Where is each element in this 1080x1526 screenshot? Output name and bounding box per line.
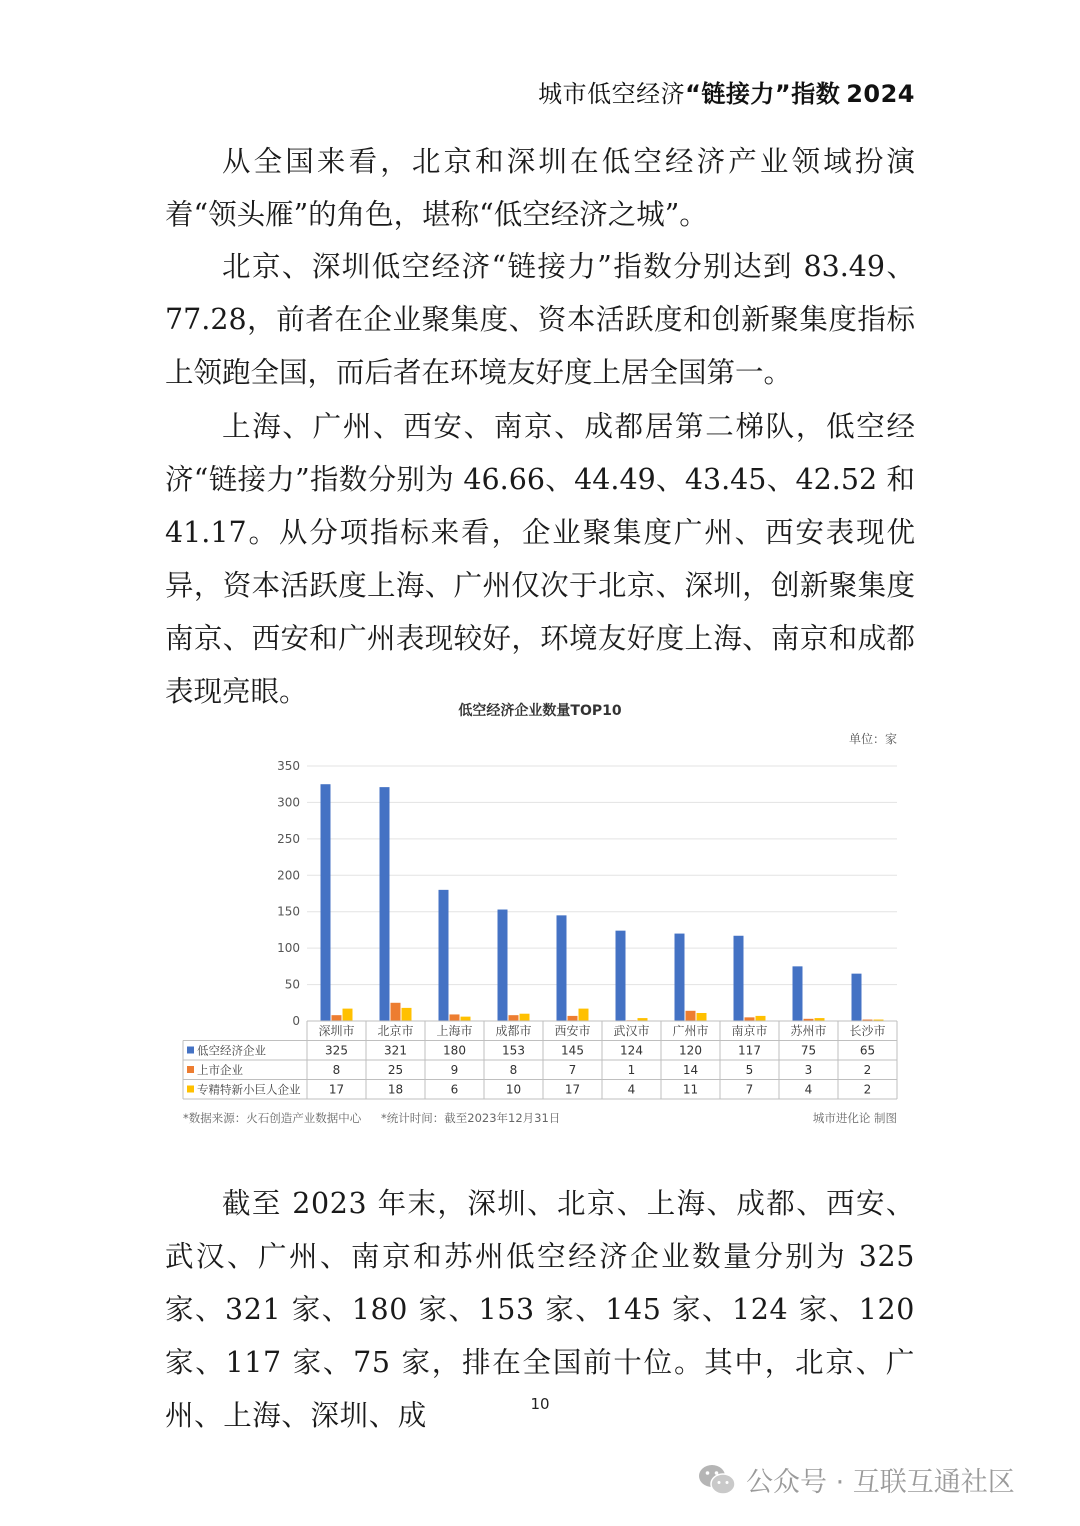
y-tick-label: 100 <box>277 941 300 956</box>
wechat-icon <box>698 1463 736 1497</box>
data-label-2-7: 7 <box>745 1082 754 1097</box>
data-label-0-0: 325 <box>325 1043 348 1058</box>
bar-0-1 <box>380 787 390 1021</box>
data-label-1-4: 7 <box>568 1063 577 1077</box>
data-label-1-5: 1 <box>627 1063 636 1077</box>
legend-swatch-2 <box>187 1086 194 1093</box>
paragraph-1-text: 从全国来看，北京和深圳在低空经济产业领域扮演着“领头雁”的角色，堪称“低空经济之城”。 <box>165 145 915 231</box>
y-tick-label: 300 <box>277 795 300 810</box>
y-tick-label: 50 <box>284 977 300 992</box>
x-tick-label: 西安市 <box>554 1024 591 1038</box>
data-label-2-4: 17 <box>564 1082 581 1097</box>
data-label-1-7: 5 <box>745 1063 754 1077</box>
x-tick-label: 苏州市 <box>790 1024 827 1038</box>
bar-0-7 <box>734 936 744 1021</box>
data-label-0-4: 145 <box>561 1043 584 1058</box>
running-header <box>538 74 915 109</box>
header-title-prefix: 城市低空经济 <box>538 80 686 108</box>
bar-2-7 <box>756 1016 766 1021</box>
data-label-2-3: 10 <box>505 1082 522 1097</box>
legend-swatch-1 <box>187 1066 194 1073</box>
x-tick-label: 广州市 <box>672 1024 709 1038</box>
data-label-1-0: 8 <box>332 1063 341 1077</box>
x-tick-label: 长沙市 <box>849 1024 886 1038</box>
bar-0-0 <box>321 784 331 1021</box>
bar-2-6 <box>697 1013 707 1021</box>
bar-1-1 <box>391 1003 401 1021</box>
chart-source-note: *数据来源：火石创造产业数据中心 <box>183 1111 362 1125</box>
chart-canvas <box>175 700 905 1110</box>
legend-label-0: 低空经济企业 <box>197 1043 266 1058</box>
bar-1-7 <box>745 1017 755 1021</box>
x-tick-label: 武汉市 <box>613 1024 650 1038</box>
paragraph-2 <box>165 240 915 399</box>
data-label-2-0: 17 <box>328 1082 345 1097</box>
paragraph-4-text: 截至 2023 年末，深圳、北京、上海、成都、西安、武汉、广州、南京和苏州低空经济企业数量分别为 325 家、321 家、180 家、153 家、145 家、124 家、120 家、117 家、75 家，排在全国前十位。其中，北京、广州、上海、深圳、成 <box>165 1187 915 1432</box>
bar-1-4 <box>568 1016 578 1021</box>
data-label-0-6: 120 <box>679 1043 702 1058</box>
data-label-0-1: 321 <box>384 1043 407 1058</box>
page-number: 10 <box>530 1395 550 1413</box>
bar-0-4 <box>557 915 567 1021</box>
data-label-2-6: 11 <box>682 1082 699 1097</box>
data-label-1-6: 14 <box>682 1063 699 1077</box>
data-label-1-3: 8 <box>509 1063 518 1077</box>
data-label-0-8: 75 <box>800 1043 817 1058</box>
data-label-2-2: 6 <box>450 1082 459 1097</box>
data-label-0-7: 117 <box>738 1043 761 1058</box>
chart-title: 低空经济企业数量TOP10 <box>458 703 622 719</box>
data-label-2-9: 2 <box>863 1082 872 1097</box>
bar-0-5 <box>616 931 626 1021</box>
y-tick-label: 200 <box>277 868 300 883</box>
bar-2-1 <box>402 1008 412 1021</box>
legend-swatch-0 <box>187 1047 194 1054</box>
data-label-2-5: 4 <box>627 1082 636 1097</box>
x-tick-label: 上海市 <box>436 1024 473 1038</box>
y-tick-label: 350 <box>277 759 300 773</box>
bar-0-2 <box>439 890 449 1021</box>
bar-0-9 <box>852 974 862 1021</box>
watermark-text: 公众号 · 互联互通社区 <box>746 1467 1015 1498</box>
bar-1-2 <box>450 1014 460 1021</box>
bar-1-6 <box>686 1011 696 1021</box>
chart-unit: 单位：家 <box>848 732 897 746</box>
paragraph-2-text: 北京、深圳低空经济“链接力”指数分别达到 83.49、77.28，前者在企业聚集度、资本活跃度和创新聚集度指标上领跑全国，而后者在环境友好度上居全国第一。 <box>165 250 915 389</box>
paragraph-1 <box>165 135 915 241</box>
legend-label-1: 上市企业 <box>197 1063 243 1077</box>
x-tick-label: 成都市 <box>495 1024 532 1038</box>
bar-2-3 <box>520 1014 530 1021</box>
data-label-1-9: 2 <box>863 1063 872 1077</box>
data-label-0-9: 65 <box>859 1043 876 1058</box>
chart-time-note: *统计时间：截至2023年12月31日 <box>381 1111 561 1125</box>
header-year: 2024 <box>846 80 915 108</box>
header-title-bold: “链接力”指数 <box>685 80 841 108</box>
legend-label-2: 专精特新小巨人企业 <box>197 1082 301 1097</box>
y-tick-label: 250 <box>277 831 300 846</box>
bar-1-0 <box>332 1015 342 1021</box>
data-label-2-8: 4 <box>804 1082 813 1097</box>
enterprise-count-chart <box>175 700 905 1140</box>
chart-maker-note: 城市进化论 制图 <box>812 1111 897 1125</box>
y-tick-label: 0 <box>292 1014 300 1028</box>
data-label-0-3: 153 <box>502 1043 525 1058</box>
bar-2-2 <box>461 1017 471 1021</box>
x-tick-label: 深圳市 <box>318 1024 355 1038</box>
watermark <box>698 1460 1015 1499</box>
data-label-0-2: 180 <box>443 1043 466 1058</box>
x-tick-label: 北京市 <box>377 1024 414 1038</box>
paragraph-3 <box>165 400 915 718</box>
data-label-1-1: 25 <box>387 1063 404 1077</box>
paragraph-3-text: 上海、广州、西安、南京、成都居第二梯队，低空经济“链接力”指数分别为 46.66、44.49、43.45、42.52 和 41.17。从分项指标来看，企业聚集度广州、西安表现优异，资本活跃度上海、广州仅次于北京、深圳，创新聚集度南京、西安和广州表现较好，环境友好度上海、南京和成都表现亮眼。 <box>165 410 915 708</box>
data-label-2-1: 18 <box>387 1082 404 1097</box>
bar-2-4 <box>579 1009 589 1021</box>
bar-0-8 <box>793 966 803 1021</box>
y-tick-label: 150 <box>277 904 300 919</box>
bar-0-3 <box>498 910 508 1021</box>
bar-1-3 <box>509 1015 519 1021</box>
data-label-0-5: 124 <box>620 1043 643 1058</box>
bar-0-6 <box>675 934 685 1021</box>
x-tick-label: 南京市 <box>731 1024 768 1038</box>
data-label-1-2: 9 <box>450 1063 459 1077</box>
data-label-1-8: 3 <box>804 1063 813 1077</box>
bar-2-0 <box>343 1009 353 1021</box>
